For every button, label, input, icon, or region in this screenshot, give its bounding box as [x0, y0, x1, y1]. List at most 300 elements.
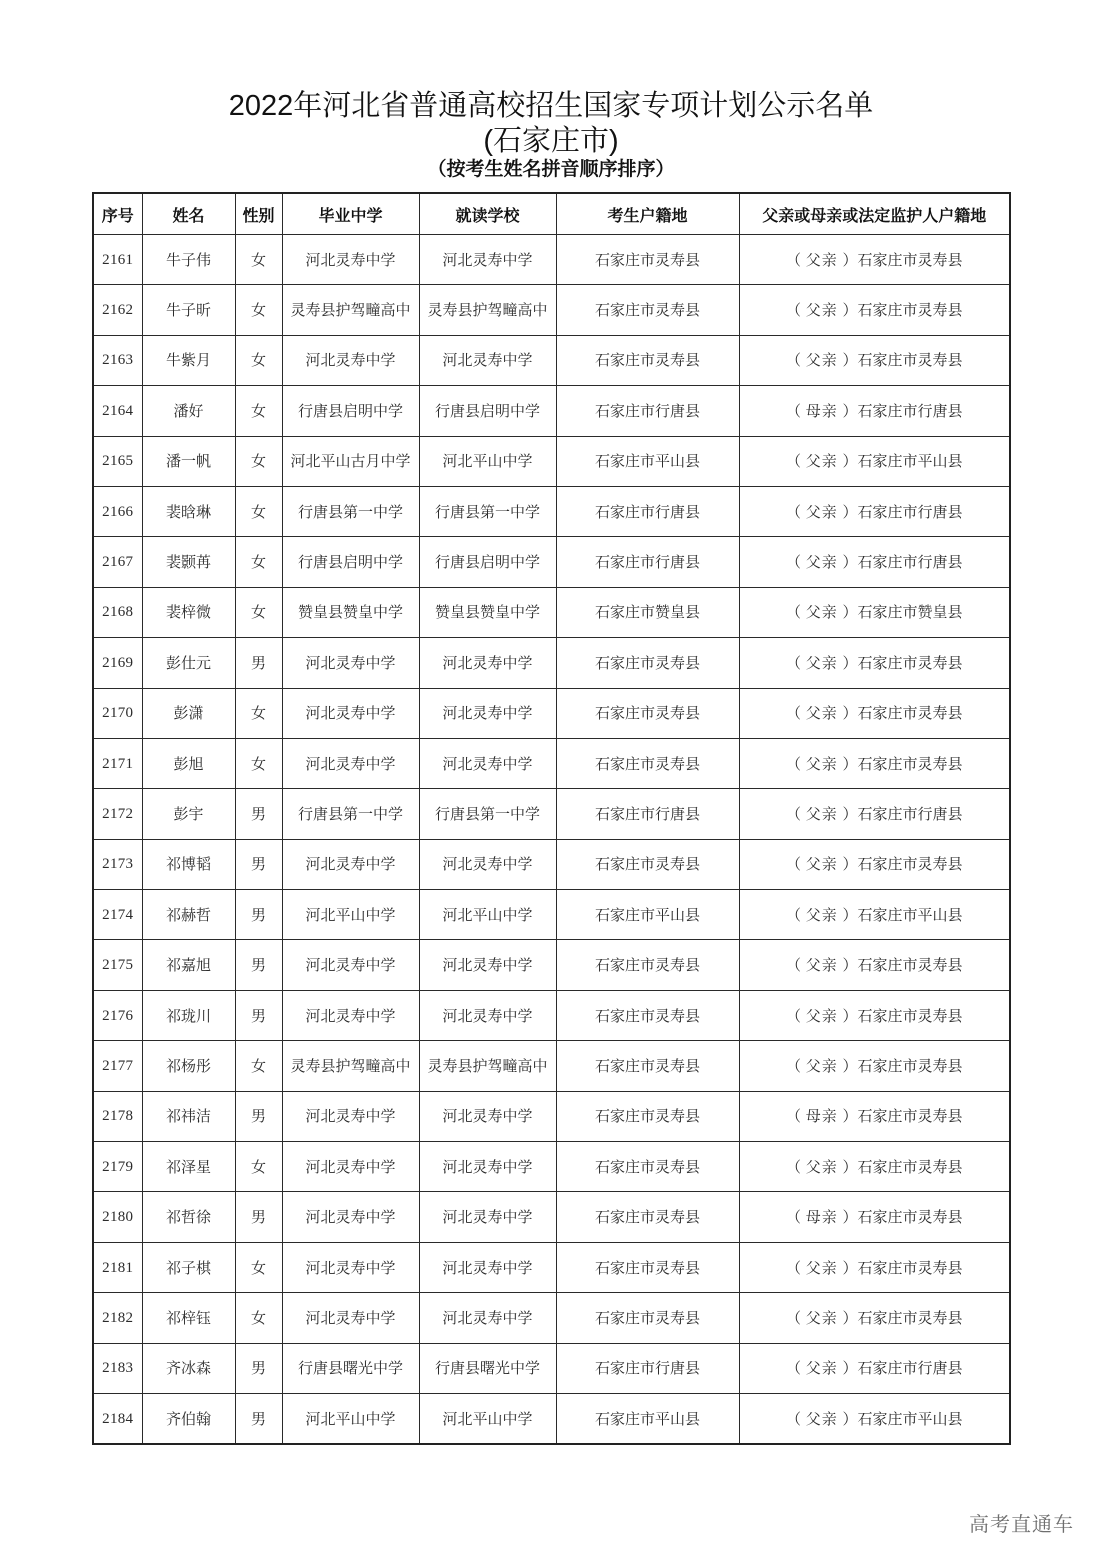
cell-seq: 2179 [93, 1142, 142, 1192]
open-paren: （ [785, 401, 806, 420]
cell-guardian-household [739, 285, 1010, 335]
header-guardian-household: 父亲或母亲或法定监护人户籍地 [739, 193, 1010, 235]
cell-current-school-text: 河北灵寿中学 [442, 250, 533, 269]
open-paren: （ [785, 1157, 806, 1176]
cell-grad-school [282, 940, 419, 990]
guardian-place: 石家庄市灵寿县 [857, 301, 963, 320]
close-paren: ） [837, 1409, 858, 1428]
document-header [0, 88, 1102, 182]
cell-current-school-text: 河北灵寿中学 [442, 855, 533, 874]
cell-seq: 2176 [93, 990, 142, 1040]
cell-seq: 2162 [93, 285, 142, 335]
cell-gender: 女 [235, 1293, 282, 1343]
cell-grad-school [282, 738, 419, 788]
cell-grad-school-text: 河北灵寿中学 [305, 1258, 396, 1277]
cell-name: 祁珑川 [142, 990, 235, 1040]
cell-name: 裴梓微 [142, 587, 235, 637]
cell-grad-school-text: 河北平山中学 [305, 1409, 396, 1428]
guardian-place: 石家庄市灵寿县 [857, 956, 963, 975]
cell-grad-school [282, 789, 419, 839]
open-paren: （ [785, 704, 806, 723]
cell-name: 祁哲徐 [142, 1192, 235, 1242]
cell-seq: 2178 [93, 1091, 142, 1141]
cell-name: 潘好 [142, 386, 235, 436]
guardian-relation: 父亲 [805, 553, 838, 572]
guardian-relation: 父亲 [805, 754, 838, 773]
document-sort-note: （按考生姓名拼音顺序排序） [427, 159, 675, 180]
cell-grad-school [282, 486, 419, 536]
close-paren: ） [837, 804, 858, 823]
table-body [93, 235, 1010, 1445]
open-paren: （ [785, 905, 806, 924]
cell-guardian-household [739, 486, 1010, 536]
cell-current-school [419, 1393, 556, 1444]
cell-grad-school [282, 1293, 419, 1343]
cell-current-school-text: 灵寿县护驾疃高中 [427, 1056, 548, 1075]
cell-gender: 女 [235, 486, 282, 536]
close-paren: ） [837, 1308, 858, 1327]
cell-name: 彭仕元 [142, 638, 235, 688]
open-paren: （ [785, 603, 806, 622]
close-paren: ） [837, 452, 858, 471]
cell-guardian-household [739, 1091, 1010, 1141]
cell-household: 石家庄市灵寿县 [556, 335, 739, 385]
cell-grad-school [282, 839, 419, 889]
guardian-relation: 父亲 [805, 1056, 838, 1075]
cell-grad-school-text: 赞皇县赞皇中学 [297, 603, 403, 622]
cell-name: 裴颢苒 [142, 537, 235, 587]
cell-guardian-household [739, 335, 1010, 385]
guardian-place: 石家庄市行唐县 [857, 1359, 963, 1378]
cell-current-school-text: 河北灵寿中学 [442, 1157, 533, 1176]
cell-grad-school-text: 河北灵寿中学 [305, 704, 396, 723]
guardian-place: 石家庄市平山县 [857, 905, 963, 924]
cell-current-school [419, 1041, 556, 1091]
cell-seq: 2180 [93, 1192, 142, 1242]
guardian-relation: 父亲 [805, 804, 838, 823]
cell-grad-school-text: 河北灵寿中学 [305, 1006, 396, 1025]
cell-household: 石家庄市赞皇县 [556, 587, 739, 637]
cell-grad-school [282, 1242, 419, 1292]
cell-guardian-household [739, 990, 1010, 1040]
cell-gender: 男 [235, 839, 282, 889]
cell-name: 祁子棋 [142, 1242, 235, 1292]
table-row [93, 1041, 1010, 1091]
document-subtitle-city: (石家庄市) [483, 125, 619, 157]
cell-grad-school [282, 990, 419, 1040]
cell-current-school-text: 行唐县曙光中学 [434, 1359, 540, 1378]
table-row [93, 940, 1010, 990]
cell-current-school-text: 行唐县启明中学 [434, 553, 540, 572]
table-row [93, 1293, 1010, 1343]
cell-current-school-text: 河北灵寿中学 [442, 1006, 533, 1025]
cell-household: 石家庄市灵寿县 [556, 990, 739, 1040]
table-row [93, 789, 1010, 839]
cell-guardian-household [739, 688, 1010, 738]
open-paren: （ [785, 1056, 806, 1075]
cell-seq: 2165 [93, 436, 142, 486]
cell-name: 牛子伟 [142, 235, 235, 285]
guardian-relation: 母亲 [805, 1208, 838, 1227]
close-paren: ） [837, 653, 858, 672]
cell-grad-school-text: 行唐县启明中学 [297, 401, 403, 420]
cell-seq: 2169 [93, 638, 142, 688]
header-seq: 序号 [93, 193, 142, 235]
cell-name: 彭旭 [142, 738, 235, 788]
guardian-place: 石家庄市行唐县 [857, 804, 963, 823]
cell-guardian-household [739, 638, 1010, 688]
cell-grad-school-text: 灵寿县护驾疃高中 [290, 301, 411, 320]
guardian-relation: 父亲 [805, 301, 838, 320]
guardian-relation: 父亲 [805, 905, 838, 924]
cell-household: 石家庄市灵寿县 [556, 285, 739, 335]
cell-gender: 男 [235, 890, 282, 940]
table-row [93, 436, 1010, 486]
cell-guardian-household [739, 1393, 1010, 1444]
table-row [93, 1242, 1010, 1292]
cell-household: 石家庄市行唐县 [556, 1343, 739, 1393]
guardian-place: 石家庄市灵寿县 [857, 754, 963, 773]
guardian-place: 石家庄市灵寿县 [857, 1157, 963, 1176]
cell-current-school-text: 行唐县启明中学 [434, 401, 540, 420]
cell-household: 石家庄市灵寿县 [556, 235, 739, 285]
table-row [93, 335, 1010, 385]
open-paren: （ [785, 1006, 806, 1025]
table-row [93, 638, 1010, 688]
cell-seq: 2173 [93, 839, 142, 889]
guardian-place: 石家庄市灵寿县 [857, 1056, 963, 1075]
close-paren: ） [837, 250, 858, 269]
header-household: 考生户籍地 [556, 193, 739, 235]
close-paren: ） [837, 704, 858, 723]
cell-grad-school-text: 灵寿县护驾疃高中 [290, 1056, 411, 1075]
cell-current-school-text: 灵寿县护驾疃高中 [427, 301, 548, 320]
cell-household: 石家庄市平山县 [556, 1393, 739, 1444]
cell-household: 石家庄市灵寿县 [556, 738, 739, 788]
cell-seq: 2174 [93, 890, 142, 940]
table-row [93, 386, 1010, 436]
table-row [93, 1091, 1010, 1141]
guardian-relation: 父亲 [805, 250, 838, 269]
cell-guardian-household [739, 436, 1010, 486]
cell-guardian-household [739, 789, 1010, 839]
guardian-place: 石家庄市灵寿县 [857, 653, 963, 672]
close-paren: ） [837, 1157, 858, 1176]
cell-name: 牛紫月 [142, 335, 235, 385]
cell-gender: 男 [235, 1393, 282, 1444]
cell-current-school-text: 河北灵寿中学 [442, 351, 533, 370]
close-paren: ） [837, 1208, 858, 1227]
close-paren: ） [837, 301, 858, 320]
guardian-relation: 父亲 [805, 1258, 838, 1277]
cell-current-school-text: 行唐县第一中学 [434, 804, 540, 823]
cell-guardian-household [739, 1242, 1010, 1292]
cell-seq: 2175 [93, 940, 142, 990]
cell-household: 石家庄市平山县 [556, 890, 739, 940]
guardian-place: 石家庄市行唐县 [857, 502, 963, 521]
open-paren: （ [785, 855, 806, 874]
cell-household: 石家庄市灵寿县 [556, 839, 739, 889]
close-paren: ） [837, 351, 858, 370]
cell-household: 石家庄市行唐县 [556, 789, 739, 839]
cell-grad-school-text: 河北灵寿中学 [305, 1157, 396, 1176]
header-grad-school: 毕业中学 [282, 193, 419, 235]
table-row [93, 839, 1010, 889]
cell-grad-school [282, 890, 419, 940]
cell-grad-school-text: 河北灵寿中学 [305, 956, 396, 975]
guardian-relation: 父亲 [805, 1359, 838, 1378]
cell-gender: 女 [235, 1041, 282, 1091]
cell-guardian-household [739, 386, 1010, 436]
cell-current-school-text: 河北灵寿中学 [442, 956, 533, 975]
guardian-place: 石家庄市灵寿县 [857, 1308, 963, 1327]
close-paren: ） [837, 956, 858, 975]
cell-gender: 女 [235, 688, 282, 738]
guardian-relation: 母亲 [805, 401, 838, 420]
cell-household: 石家庄市灵寿县 [556, 1242, 739, 1292]
cell-grad-school-text: 河北平山古月中学 [290, 452, 411, 471]
cell-guardian-household [739, 1192, 1010, 1242]
open-paren: （ [785, 452, 806, 471]
cell-grad-school [282, 285, 419, 335]
cell-grad-school [282, 587, 419, 637]
cell-gender: 男 [235, 789, 282, 839]
cell-gender: 女 [235, 537, 282, 587]
cell-gender: 女 [235, 587, 282, 637]
cell-gender: 男 [235, 1091, 282, 1141]
open-paren: （ [785, 804, 806, 823]
cell-grad-school-text: 河北灵寿中学 [305, 1208, 396, 1227]
guardian-place: 石家庄市灵寿县 [857, 1107, 963, 1126]
cell-grad-school-text: 河北灵寿中学 [305, 250, 396, 269]
table-row [93, 990, 1010, 1040]
guardian-relation: 父亲 [805, 452, 838, 471]
cell-current-school [419, 1293, 556, 1343]
cell-grad-school-text: 行唐县第一中学 [297, 804, 403, 823]
cell-household: 石家庄市灵寿县 [556, 940, 739, 990]
guardian-relation: 父亲 [805, 1409, 838, 1428]
guardian-place: 石家庄市灵寿县 [857, 855, 963, 874]
cell-grad-school-text: 行唐县启明中学 [297, 553, 403, 572]
table-row [93, 486, 1010, 536]
cell-seq: 2182 [93, 1293, 142, 1343]
cell-grad-school-text: 河北灵寿中学 [305, 351, 396, 370]
open-paren: （ [785, 553, 806, 572]
cell-guardian-household [739, 235, 1010, 285]
cell-seq: 2161 [93, 235, 142, 285]
cell-gender: 男 [235, 990, 282, 1040]
cell-grad-school [282, 638, 419, 688]
cell-household: 石家庄市灵寿县 [556, 1192, 739, 1242]
cell-grad-school-text: 河北灵寿中学 [305, 754, 396, 773]
close-paren: ） [837, 754, 858, 773]
guardian-relation: 父亲 [805, 855, 838, 874]
cell-current-school [419, 638, 556, 688]
guardian-relation: 父亲 [805, 653, 838, 672]
table-row [93, 1142, 1010, 1192]
cell-grad-school-text: 河北灵寿中学 [305, 1107, 396, 1126]
cell-seq: 2166 [93, 486, 142, 536]
guardian-relation: 母亲 [805, 1107, 838, 1126]
cell-current-school-text: 河北灵寿中学 [442, 1258, 533, 1277]
cell-current-school-text: 河北灵寿中学 [442, 704, 533, 723]
guardian-place: 石家庄市平山县 [857, 452, 963, 471]
roster-table [92, 192, 1011, 1445]
cell-name: 祁杨彤 [142, 1041, 235, 1091]
close-paren: ） [837, 1359, 858, 1378]
table-row [93, 1192, 1010, 1242]
open-paren: （ [785, 754, 806, 773]
cell-gender: 女 [235, 285, 282, 335]
cell-grad-school [282, 1343, 419, 1393]
cell-name: 祁泽星 [142, 1142, 235, 1192]
cell-grad-school [282, 235, 419, 285]
cell-gender: 女 [235, 436, 282, 486]
cell-current-school-text: 赞皇县赞皇中学 [434, 603, 540, 622]
cell-guardian-household [739, 940, 1010, 990]
table-row [93, 688, 1010, 738]
close-paren: ） [837, 1107, 858, 1126]
close-paren: ） [837, 1006, 858, 1025]
cell-grad-school [282, 335, 419, 385]
cell-grad-school-text: 河北灵寿中学 [305, 855, 396, 874]
table-row [93, 1393, 1010, 1444]
cell-grad-school [282, 1041, 419, 1091]
cell-seq: 2181 [93, 1242, 142, 1292]
cell-guardian-household [739, 587, 1010, 637]
cell-current-school [419, 587, 556, 637]
cell-current-school [419, 890, 556, 940]
cell-grad-school-text: 行唐县曙光中学 [297, 1359, 403, 1378]
cell-current-school [419, 436, 556, 486]
cell-gender: 男 [235, 1192, 282, 1242]
open-paren: （ [785, 502, 806, 521]
cell-current-school [419, 839, 556, 889]
guardian-place: 石家庄市灵寿县 [857, 1208, 963, 1227]
guardian-relation: 父亲 [805, 1006, 838, 1025]
open-paren: （ [785, 1308, 806, 1327]
guardian-place: 石家庄市行唐县 [857, 401, 963, 420]
cell-gender: 女 [235, 1242, 282, 1292]
cell-current-school [419, 235, 556, 285]
table-row [93, 587, 1010, 637]
cell-grad-school [282, 688, 419, 738]
cell-name: 牛子昕 [142, 285, 235, 335]
cell-seq: 2171 [93, 738, 142, 788]
cell-current-school [419, 335, 556, 385]
cell-gender: 男 [235, 1343, 282, 1393]
cell-current-school [419, 789, 556, 839]
close-paren: ） [837, 603, 858, 622]
open-paren: （ [785, 1258, 806, 1277]
cell-grad-school-text: 行唐县第一中学 [297, 502, 403, 521]
open-paren: （ [785, 1208, 806, 1227]
cell-name: 彭潇 [142, 688, 235, 738]
cell-name: 裴晗琳 [142, 486, 235, 536]
guardian-place: 石家庄市灵寿县 [857, 1006, 963, 1025]
open-paren: （ [785, 1409, 806, 1428]
cell-current-school-text: 河北灵寿中学 [442, 1208, 533, 1227]
cell-current-school-text: 河北灵寿中学 [442, 1107, 533, 1126]
header-name: 姓名 [142, 193, 235, 235]
cell-gender: 女 [235, 738, 282, 788]
close-paren: ） [837, 401, 858, 420]
close-paren: ） [837, 502, 858, 521]
guardian-relation: 父亲 [805, 351, 838, 370]
close-paren: ） [837, 855, 858, 874]
cell-guardian-household [739, 738, 1010, 788]
cell-household: 石家庄市灵寿县 [556, 1293, 739, 1343]
cell-current-school-text: 行唐县第一中学 [434, 502, 540, 521]
open-paren: （ [785, 351, 806, 370]
close-paren: ） [837, 1056, 858, 1075]
cell-gender: 女 [235, 386, 282, 436]
guardian-relation: 父亲 [805, 1157, 838, 1176]
cell-household: 石家庄市灵寿县 [556, 688, 739, 738]
cell-household: 石家庄市灵寿县 [556, 1091, 739, 1141]
cell-current-school [419, 537, 556, 587]
guardian-place: 石家庄市灵寿县 [857, 351, 963, 370]
cell-guardian-household [739, 1293, 1010, 1343]
open-paren: （ [785, 1359, 806, 1378]
table-row [93, 235, 1010, 285]
cell-seq: 2177 [93, 1041, 142, 1091]
cell-seq: 2172 [93, 789, 142, 839]
cell-household: 石家庄市行唐县 [556, 537, 739, 587]
cell-guardian-household [739, 839, 1010, 889]
cell-gender: 男 [235, 940, 282, 990]
cell-name: 祁梓钰 [142, 1293, 235, 1343]
cell-grad-school [282, 1142, 419, 1192]
cell-household: 石家庄市灵寿县 [556, 1142, 739, 1192]
table-row [93, 1343, 1010, 1393]
cell-gender: 女 [235, 1142, 282, 1192]
document-title: 2022年河北省普通高校招生国家专项计划公示名单 [228, 90, 874, 122]
cell-grad-school [282, 1393, 419, 1444]
cell-current-school-text: 河北灵寿中学 [442, 1308, 533, 1327]
open-paren: （ [785, 250, 806, 269]
cell-grad-school [282, 1091, 419, 1141]
close-paren: ） [837, 1258, 858, 1277]
cell-household: 石家庄市灵寿县 [556, 638, 739, 688]
cell-grad-school [282, 386, 419, 436]
cell-current-school [419, 1242, 556, 1292]
open-paren: （ [785, 956, 806, 975]
table-row [93, 285, 1010, 335]
guardian-place: 石家庄市灵寿县 [857, 250, 963, 269]
cell-current-school [419, 1343, 556, 1393]
guardian-place: 石家庄市平山县 [857, 1409, 963, 1428]
cell-current-school [419, 486, 556, 536]
cell-current-school-text: 河北灵寿中学 [442, 653, 533, 672]
cell-grad-school-text: 河北灵寿中学 [305, 1308, 396, 1327]
table-row [93, 738, 1010, 788]
cell-name: 齐伯翰 [142, 1393, 235, 1444]
cell-grad-school [282, 1192, 419, 1242]
cell-current-school-text: 河北灵寿中学 [442, 754, 533, 773]
cell-guardian-household [739, 890, 1010, 940]
cell-seq: 2163 [93, 335, 142, 385]
cell-household: 石家庄市行唐县 [556, 386, 739, 436]
table-header [93, 193, 1010, 235]
guardian-place: 石家庄市灵寿县 [857, 704, 963, 723]
guardian-place: 石家庄市行唐县 [857, 553, 963, 572]
guardian-place: 石家庄市赞皇县 [857, 603, 963, 622]
cell-name: 齐冰森 [142, 1343, 235, 1393]
cell-name: 祁博韬 [142, 839, 235, 889]
table-row [93, 537, 1010, 587]
table-row [93, 890, 1010, 940]
